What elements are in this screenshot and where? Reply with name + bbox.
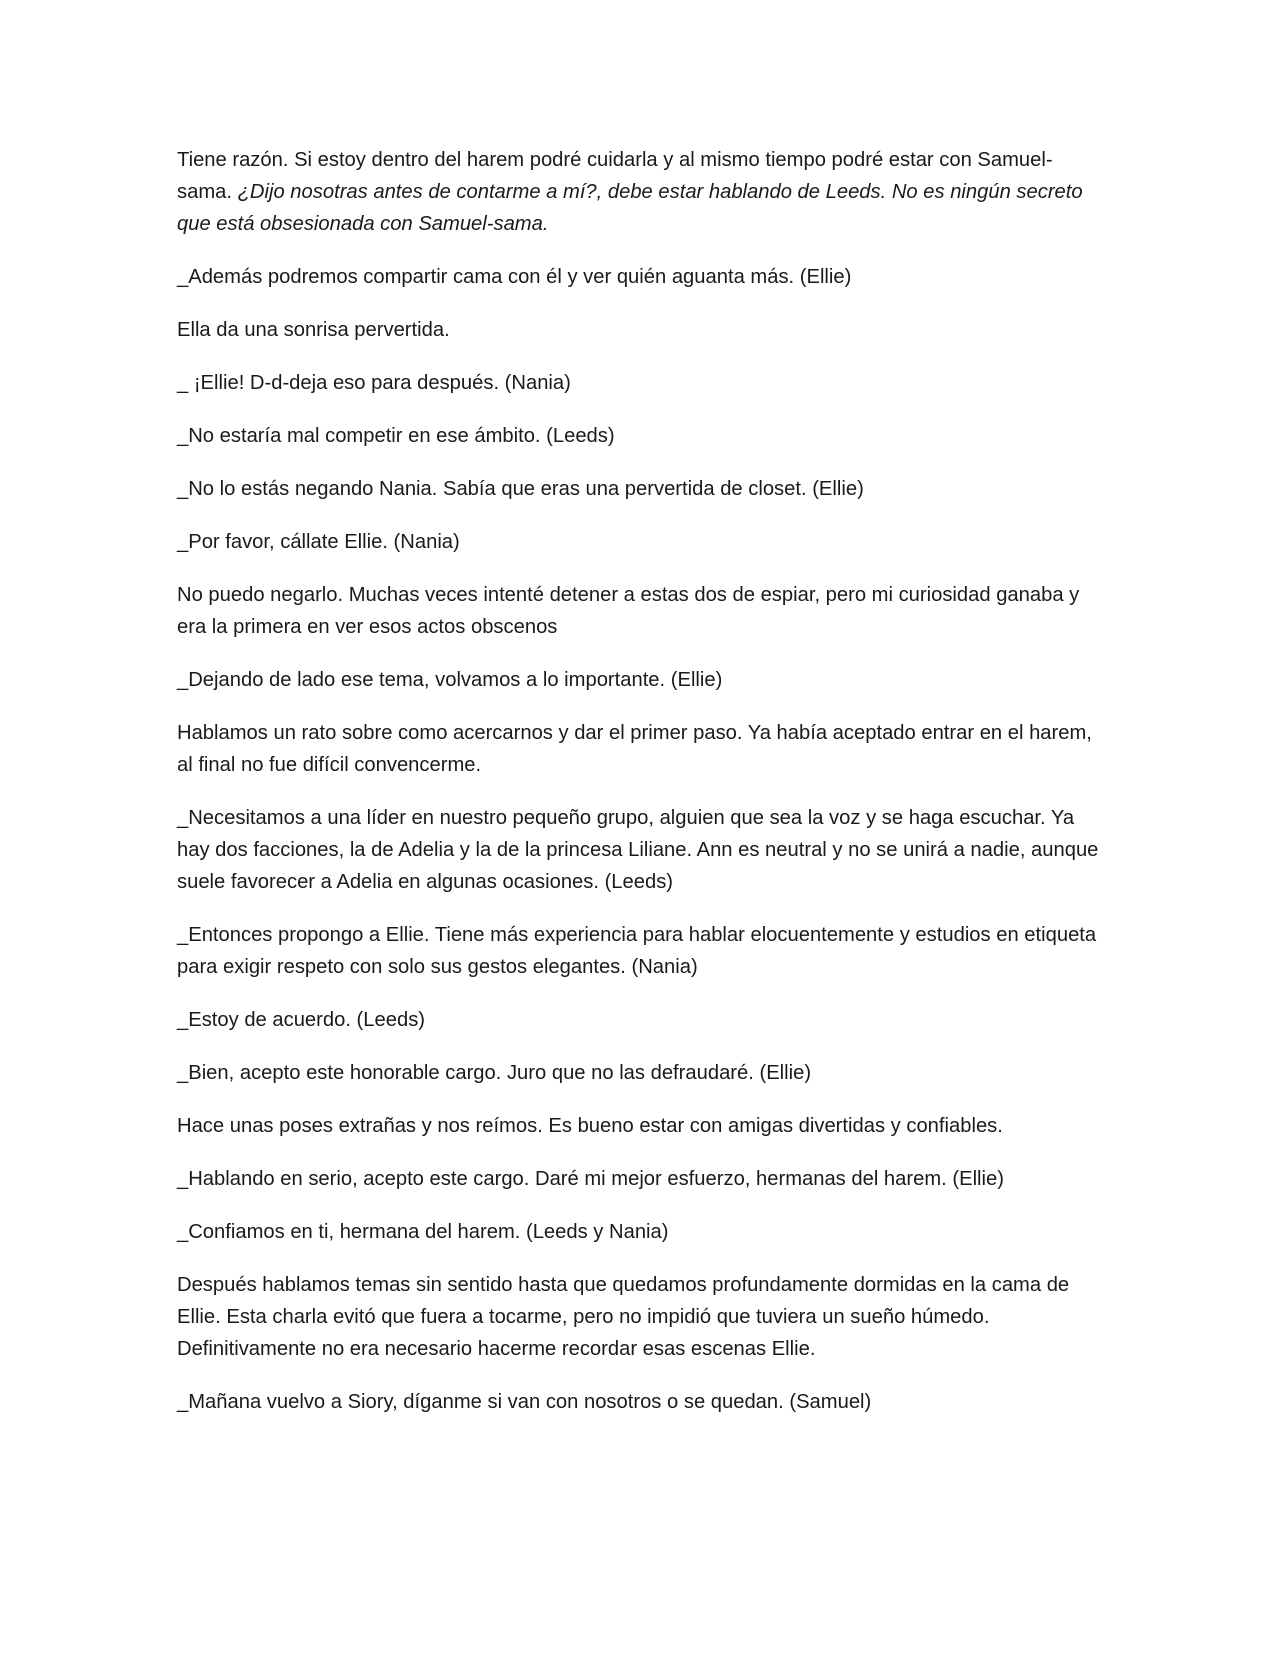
dialogue-line: _Mañana vuelvo a Siory, díganme si van con nosotros o se quedan. (Samuel) [177, 1391, 872, 1413]
dialogue-line: _Confiamos en ti, hermana del harem. (Leeds y Nania) [177, 1221, 669, 1243]
inner-thought-text: ¿Dijo nosotras antes de contarme a mí?, debe estar hablando de Leeds. No es ningún secreto que está obsesionada con Samuel-sama. [177, 181, 1083, 235]
document-body [177, 144, 1107, 1439]
paragraph [177, 144, 1107, 240]
dialogue-line: _No lo estás negando Nania. Sabía que eras una pervertida de closet. (Ellie) [177, 478, 864, 500]
dialogue-line: _Bien, acepto este honorable cargo. Juro que no las defraudaré. (Ellie) [177, 1062, 812, 1084]
dialogue-line: _Por favor, cállate Ellie. (Nania) [177, 531, 460, 553]
dialogue-line: _Entonces propongo a Ellie. Tiene más experiencia para hablar elocuentemente y estudios en etiqueta para exigir respeto con solo sus gestos elegantes. (Nania) [177, 924, 1097, 978]
dialogue-line: _No estaría mal competir en ese ámbito. (Leeds) [177, 425, 615, 447]
dialogue-line: _Hablando en serio, acepto este cargo. Daré mi mejor esfuerzo, hermanas del harem. (Ellie) [177, 1168, 1004, 1190]
paragraph: Después hablamos temas sin sentido hasta que quedamos profundamente dormidas en la cama de Ellie. Esta charla evitó que fuera a tocarme, pero no impidió que tuviera un sueño húmedo. Definitivamente no era necesario hacerme recordar esas escenas Ellie. [177, 1274, 1070, 1360]
dialogue-line: _Necesitamos a una líder en nuestro pequeño grupo, alguien que sea la voz y se haga escuchar. Ya hay dos facciones, la de Adelia y la de la princesa Liliane. Ann es neutral y no se unirá a nadie, aunque suele favorecer a Adelia en algunas ocasiones. (Leeds) [177, 807, 1099, 893]
dialogue-line: _Además podremos compartir cama con él y ver quién aguanta más. (Ellie) [177, 266, 852, 288]
dialogue-line: _Dejando de lado ese tema, volvamos a lo importante. (Ellie) [177, 669, 723, 691]
paragraph: No puedo negarlo. Muchas veces intenté detener a estas dos de espiar, pero mi curiosidad ganaba y era la primera en ver esos actos obscenos [177, 584, 1080, 638]
paragraph: Ella da una sonrisa pervertida. [177, 319, 450, 341]
dialogue-line: _ ¡Ellie! D-d-deja eso para después. (Nania) [177, 372, 571, 394]
paragraph-text: Tiene razón. Si estoy dentro del harem podré cuidarla y al mismo tiempo podré estar con Samuel-sama. [177, 149, 1053, 203]
paragraph: Hace unas poses extrañas y nos reímos. Es bueno estar con amigas divertidas y confiables. [177, 1115, 1003, 1137]
dialogue-line: _Estoy de acuerdo. (Leeds) [177, 1009, 426, 1031]
paragraph: Hablamos un rato sobre como acercarnos y dar el primer paso. Ya había aceptado entrar en el harem, al final no fue difícil convencerme. [177, 722, 1092, 776]
